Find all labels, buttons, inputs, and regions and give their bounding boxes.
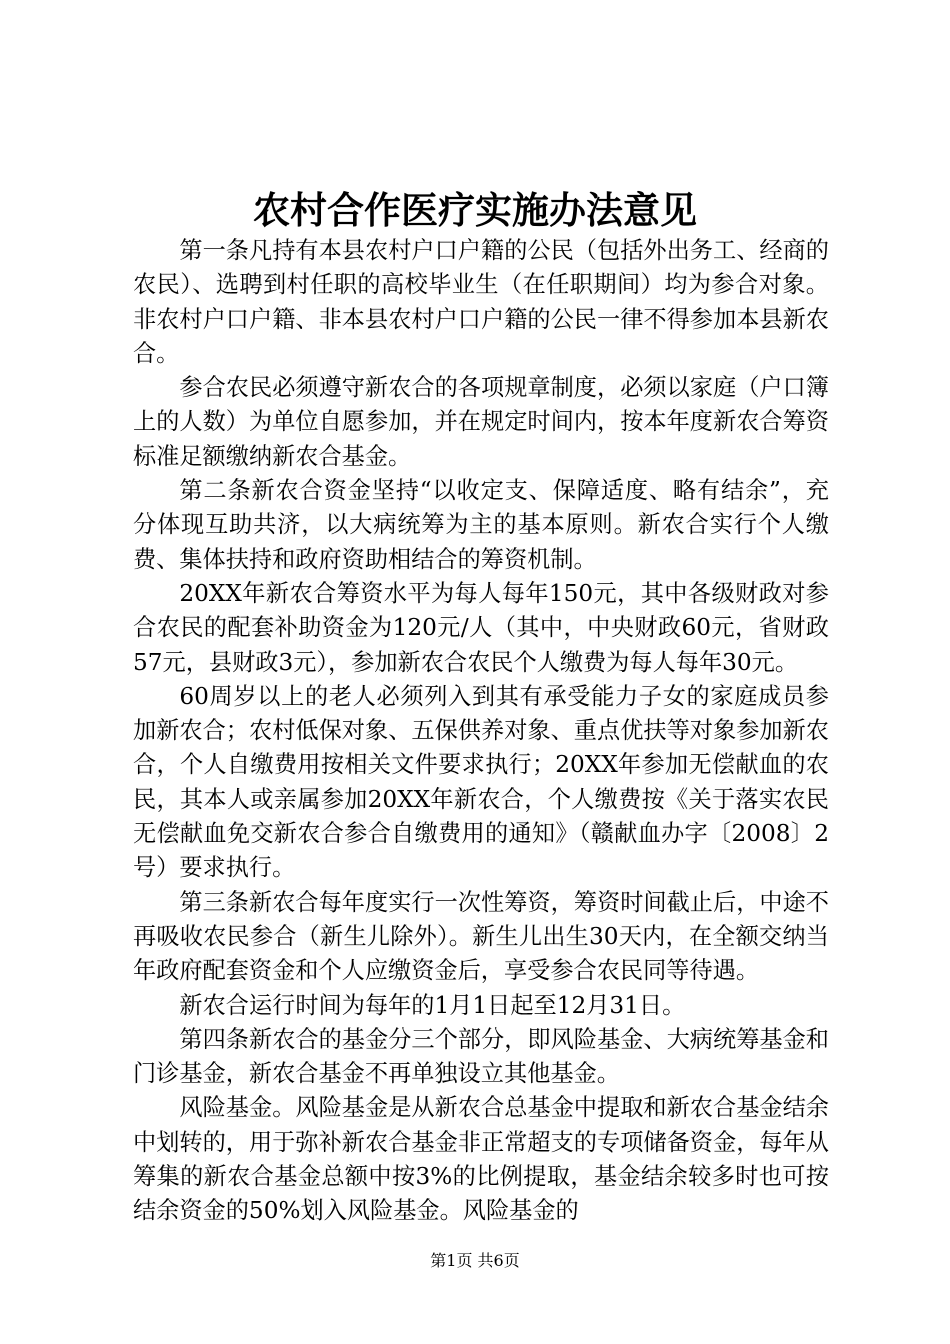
paragraph: 第一条凡持有本县农村户口户籍的公民（包括外出务工、经商的农民）、选聘到村任职的高校毕业生（在任职期间）均为参合对象。非农村户口户籍、非本县农村户口户籍的公民一律不得参加本县新农合。 [133, 237, 829, 367]
paragraph: 第三条新农合每年度实行一次性筹资，筹资时间截止后，中途不再吸收农民参合（新生儿除外）。新生儿出生30天内，在全额交纳当年政府配套资金和个人应缴资金后，享受参合农民同等待遇。 [133, 888, 829, 985]
paragraph: 新农合运行时间为每年的1月1日起至12月31日。 [179, 991, 686, 1019]
paragraph: 参合农民必须遵守新农合的各项规章制度，必须以家庭（户口簿上的人数）为单位自愿参加，并在规定时间内，按本年度新农合筹资标准足额缴纳新农合基金。 [133, 374, 829, 470]
paragraph: 20XX年新农合筹资水平为每人每年150元，其中各级财政对参合农民的配套补助资金为120元/人（其中，中央财政60元，省财政57元，县财政3元），参加新农合农民个人缴费为每人每年30元。 [133, 579, 829, 676]
paragraph: 第四条新农合的基金分三个部分，即风险基金、大病统筹基金和门诊基金，新农合基金不再单独设立其他基金。 [133, 1025, 829, 1088]
paragraph: 第二条新农合资金坚持“以收定支、保障适度、略有结余”，充分体现互助共济，以大病统筹为主的基本原则。新农合实行个人缴费、集体扶持和政府资助相结合的筹资机制。 [133, 477, 829, 573]
document-title: 农村合作医疗实施办法意见 [253, 188, 697, 232]
paragraph: 60周岁以上的老人必须列入到其有承受能力子女的家庭成员参加新农合；农村低保对象、五保供养对象、重点优扶等对象参加新农合，个人自缴费用按相关文件要求执行；20XX年参加无偿献血的农民，其本人或亲属参加20XX年新农合，个人缴费按《关于落实农民无偿献血免交新农合参合自缴费用的通知》（赣献血办字〔2008〕2号）要求执行。 [133, 682, 829, 882]
document-body [133, 234, 829, 1229]
paragraph: 风险基金。风险基金是从新农合总基金中提取和新农合基金结余中划转的，用于弥补新农合基金非正常超支的专项储备资金，每年从筹集的新农合基金总额中按3%的比例提取，基金结余较多时也可按结余资金的50%划入风险基金。风险基金的 [133, 1094, 829, 1225]
page-footer: 第1页 共6页 [430, 1251, 520, 1270]
